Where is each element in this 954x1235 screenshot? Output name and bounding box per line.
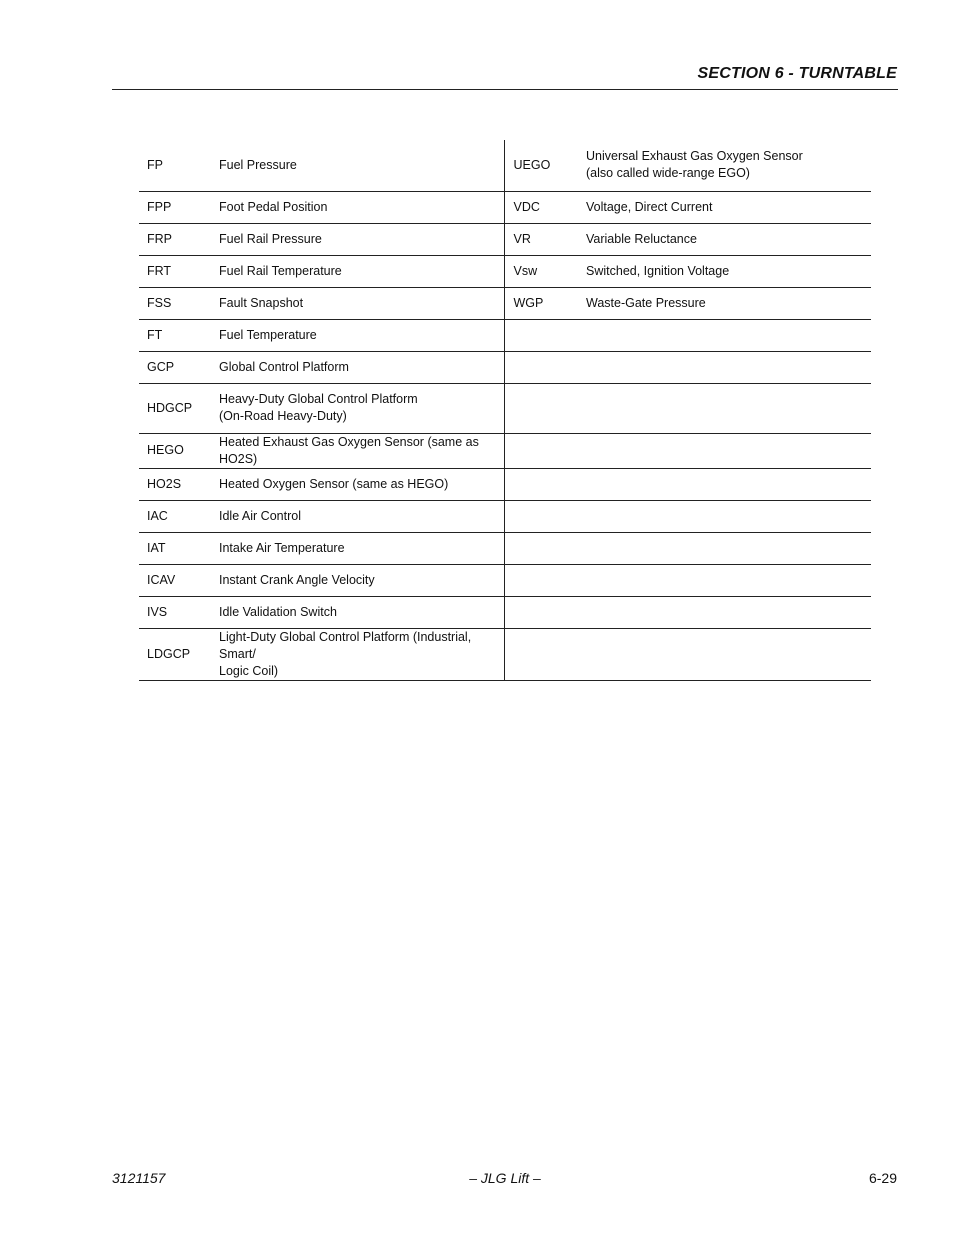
definition-cell [578,596,871,628]
abbreviation-cell: FRT [139,255,211,287]
abbreviation-cell [504,468,578,500]
table-row [139,468,871,500]
abbreviation-cell [504,564,578,596]
abbreviation-cell: IVS [139,596,211,628]
abbreviation-cell: UEGO [504,140,578,191]
header-divider [112,89,898,90]
definition-cell: Universal Exhaust Gas Oxygen Sensor (also called wide-range EGO) [578,140,871,191]
abbreviation-cell: VR [504,223,578,255]
definition-cell [578,383,871,433]
abbreviation-cell: ICAV [139,564,211,596]
abbreviation-cell [504,532,578,564]
table-row [139,287,871,319]
table-row [139,433,871,468]
definition-cell [578,532,871,564]
abbreviation-cell: VDC [504,191,578,223]
abbreviation-cell: FP [139,140,211,191]
publisher-name: – JLG Lift – [469,1170,541,1186]
definition-cell: Foot Pedal Position [211,191,504,223]
table-row [139,223,871,255]
abbreviation-cell [504,628,578,680]
abbreviation-cell: FRP [139,223,211,255]
abbreviation-cell: LDGCP [139,628,211,680]
definition-cell: Intake Air Temperature [211,532,504,564]
abbreviation-cell [504,500,578,532]
definition-cell: Waste-Gate Pressure [578,287,871,319]
definition-cell: Light-Duty Global Control Platform (Industrial, Smart/ Logic Coil) [211,628,504,680]
abbreviation-cell: FT [139,319,211,351]
section-title: SECTION 6 - TURNTABLE [697,65,897,82]
table-row [139,255,871,287]
definition-cell: Switched, Ignition Voltage [578,255,871,287]
definition-cell: Fault Snapshot [211,287,504,319]
abbreviation-cell: GCP [139,351,211,383]
definition-cell: Fuel Rail Pressure [211,223,504,255]
table-row [139,564,871,596]
table-row [139,140,871,191]
definition-cell [578,433,871,468]
abbreviation-table [139,140,871,681]
abbreviation-cell [504,319,578,351]
definition-cell: Fuel Temperature [211,319,504,351]
abbreviation-cell: Vsw [504,255,578,287]
definition-cell: Heated Exhaust Gas Oxygen Sensor (same as HO2S) [211,433,504,468]
definition-cell [578,468,871,500]
table-row [139,628,871,680]
abbreviation-cell: HEGO [139,433,211,468]
table-row [139,351,871,383]
abbreviation-cell [504,351,578,383]
definition-cell [578,351,871,383]
abbreviation-cell: FPP [139,191,211,223]
definition-cell [578,500,871,532]
definition-cell: Heated Oxygen Sensor (same as HEGO) [211,468,504,500]
abbreviation-cell [504,383,578,433]
definition-cell: Fuel Pressure [211,140,504,191]
table-row [139,319,871,351]
table-row [139,532,871,564]
table-row [139,383,871,433]
definition-cell [578,564,871,596]
abbreviation-cell: HO2S [139,468,211,500]
table-row [139,191,871,223]
table-row [139,596,871,628]
abbreviation-cell: WGP [504,287,578,319]
definition-cell: Global Control Platform [211,351,504,383]
definition-cell: Variable Reluctance [578,223,871,255]
definition-cell [578,628,871,680]
table-row [139,500,871,532]
abbreviation-cell [504,433,578,468]
definition-cell: Idle Validation Switch [211,596,504,628]
definition-cell: Voltage, Direct Current [578,191,871,223]
definition-cell [578,319,871,351]
definition-cell: Heavy-Duty Global Control Platform (On-Road Heavy-Duty) [211,383,504,433]
definition-cell: Idle Air Control [211,500,504,532]
abbreviation-cell [504,596,578,628]
definition-cell: Instant Crank Angle Velocity [211,564,504,596]
definition-cell: Fuel Rail Temperature [211,255,504,287]
document-number: 3121157 [112,1170,166,1186]
page-number: 6-29 [868,1170,897,1186]
abbreviation-cell: IAT [139,532,211,564]
abbreviation-cell: HDGCP [139,383,211,433]
abbreviation-cell: IAC [139,500,211,532]
abbreviation-cell: FSS [139,287,211,319]
